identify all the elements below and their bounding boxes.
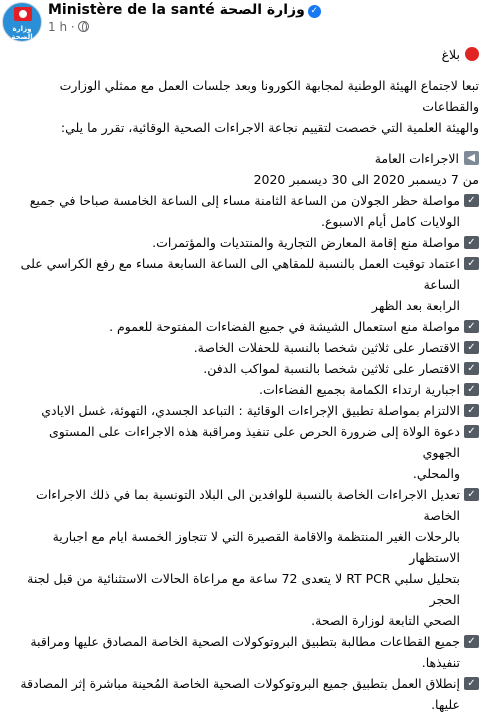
check-mark-icon: ✓ <box>464 404 479 417</box>
list-item-text <box>8 421 460 484</box>
list-item-text <box>8 316 460 337</box>
red-circle-icon <box>465 47 479 61</box>
check-mark-icon: ✓ <box>464 194 479 207</box>
list-item-line: مواصلة حظر الجولان من الساعة الثامنة مساء إلى الساعة الخامسة صباحا في جميع <box>29 193 460 208</box>
post-header <box>0 0 487 44</box>
page-avatar[interactable] <box>2 2 42 42</box>
list-item <box>8 631 479 673</box>
page-name-link[interactable] <box>48 2 321 18</box>
list-item <box>8 253 479 316</box>
post-body <box>0 44 487 715</box>
list-item-text <box>8 253 460 316</box>
list-item-line: الصحي التابعة لوزارة الصحة. <box>311 613 460 628</box>
avatar-logo-text: وزارة الصحة <box>11 25 33 41</box>
list-item-line: تنفيذها. <box>421 655 460 670</box>
list-item-line: اعتماد توقيت العمل بالنسبة للمقاهي الى الساعة السابعة مساء مع رفع الكراسي على الساعة <box>20 256 460 292</box>
list-item <box>8 232 479 253</box>
check-mark-icon: ✓ <box>464 488 479 501</box>
check-mark-icon: ✓ <box>464 635 479 648</box>
list-item-text <box>8 379 460 400</box>
list-item-line: دعوة الولاة إلى ضرورة الحرص على تنفيذ ومراقبة هذه الاجراءات على المستوى الجهوي <box>48 424 460 460</box>
list-item-text <box>8 358 460 379</box>
list-item-line: الالتزام بمواصلة تطبيق الإجراءات الوقائية : التباعد الجسدي، التهوئة، غسل الايادي <box>41 403 460 418</box>
list-item <box>8 337 479 358</box>
verified-badge-icon: ✓ <box>308 5 321 18</box>
list-item-line: تعديل الاجراءات الخاصة بالنسبة للوافدين الى البلاد التونسية بما في ذلك الاجراءات الخاصة <box>36 487 460 523</box>
list-item-line: مواصلة منع إقامة المعارض التجارية والمنتديات والمؤتمرات. <box>152 235 460 250</box>
list-item-line: والمحلي. <box>412 466 460 481</box>
section-heading <box>8 148 479 190</box>
list-item <box>8 379 479 400</box>
list-item-line: بالرحلات الغير المنتظمة والاقامة القصيرة التي لا تتجاوز الخمسة ايام مع اجبارية الاستظهار <box>52 529 460 565</box>
check-mark-icon: ✓ <box>464 341 479 354</box>
measures-list <box>8 190 479 715</box>
list-item <box>8 358 479 379</box>
check-mark-icon: ✓ <box>464 320 479 333</box>
section-title: الاجراءات العامة <box>374 151 459 166</box>
post-intro <box>8 75 479 138</box>
arrow-left-icon <box>464 151 479 165</box>
list-item <box>8 421 479 484</box>
list-item-line: الاقتصار على ثلاثين شخصا بالنسبة للحفلات الخاصة. <box>193 340 460 355</box>
list-item-line: مواصلة منع استعمال الشيشة في جميع الفضاءات المفتوحة للعموم . <box>109 319 460 334</box>
check-mark-icon: ✓ <box>464 362 479 375</box>
list-item-line: جميع القطاعات مطالبة بتطبيق البروتوكولات الصحية الخاصة المصادق عليها ومراقبة <box>30 634 460 649</box>
list-item-line: اجبارية ارتداء الكمامة بجميع الفضاءات. <box>259 382 460 397</box>
tunisia-flag-icon <box>14 7 32 21</box>
list-item-line: بتحليل سلبي RT PCR لا يتعدى 72 ساعة مع مراعاة الحالات الاستثنائية من قبل لجنة الحجر <box>27 571 460 607</box>
list-item <box>8 484 479 631</box>
list-item-line: إنطلاق العمل بتطبيق جميع البروتوكولات الصحية الخاصة المُحينة مباشرة إثر المصادقة <box>20 676 460 691</box>
post-meta: 1 h · <box>48 20 89 34</box>
list-item-text <box>8 190 460 232</box>
list-item-line: عليها. <box>431 697 460 712</box>
announcement-heading <box>8 44 479 65</box>
check-mark-icon: ✓ <box>464 383 479 396</box>
check-mark-icon: ✓ <box>464 425 479 438</box>
check-mark-icon: ✓ <box>464 257 479 270</box>
public-globe-icon <box>78 21 89 32</box>
list-item-text <box>8 631 460 673</box>
list-item <box>8 316 479 337</box>
intro-line: والهيئة العلمية التي خصصت لتقييم نجاعة الاجراءات الصحية الوقائية، تقرر ما يلي: <box>60 120 479 135</box>
list-item-line: الرابعة بعد الظهر <box>371 298 460 313</box>
page-name[interactable]: Ministère de la santé وزارة الصحة <box>48 2 305 18</box>
list-item <box>8 673 479 715</box>
list-item-line: الولايات كامل أيام الاسبوع. <box>320 214 460 229</box>
list-item-text <box>8 673 460 715</box>
list-item-text <box>8 337 460 358</box>
intro-line: تبعا لاجتماع الهيئة الوطنية لمجابهة الكورونا وبعد جلسات العمل مع ممثلي الوزارت والقطاعات <box>59 78 479 114</box>
period-text: من 7 ديسمبر 2020 الى 30 ديسمبر 2020 <box>253 172 479 187</box>
list-item <box>8 190 479 232</box>
list-item-line: الاقتصار على ثلاثين شخصا بالنسبة لمواكب الدفن. <box>203 361 460 376</box>
announcement-label: بلاغ <box>441 47 460 62</box>
list-item-text <box>8 484 460 631</box>
list-item <box>8 400 479 421</box>
list-item-text <box>8 232 460 253</box>
post-timestamp[interactable]: 1 h <box>48 20 68 34</box>
list-item-text <box>8 400 460 421</box>
check-mark-icon: ✓ <box>464 677 479 690</box>
check-mark-icon: ✓ <box>464 236 479 249</box>
